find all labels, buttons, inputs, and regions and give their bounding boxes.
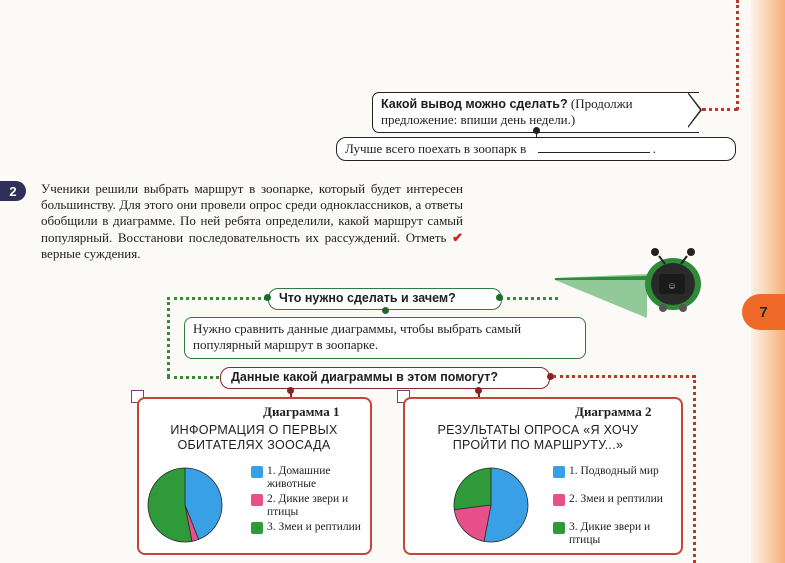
- connector-node: [382, 307, 389, 314]
- pie-slice-3: [454, 468, 491, 510]
- robot-mascot-icon: [555, 240, 705, 318]
- legend-swatch: [251, 522, 263, 534]
- svg-text:☺: ☺: [668, 282, 676, 293]
- conclusion-question-bold: Какой вывод можно сделать?: [381, 97, 568, 111]
- weekday-blank[interactable]: [538, 141, 650, 153]
- legend-swatch: [251, 466, 263, 478]
- diagram2-subtitle: РЕЗУЛЬТАТЫ ОПРОСА «Я ХОЧУ ПРОЙТИ ПО МАРШРУТУ...»: [437, 423, 639, 452]
- diagram2-pie-chart: [451, 465, 531, 545]
- task-number: 2: [0, 181, 26, 201]
- question1-text: Что нужно сделать и зачем?: [279, 291, 456, 305]
- diagram1-panel: [137, 397, 372, 555]
- diagram1-title: Диаграмма 1: [263, 404, 340, 419]
- legend-swatch: [251, 494, 263, 506]
- connector-line: [702, 108, 738, 111]
- answer1-box: [184, 317, 586, 359]
- connector-line: [553, 375, 695, 378]
- legend-label: 2. Дикие звери и птицы: [267, 493, 349, 518]
- answer1-text: Нужно сравнить данные диаграммы, чтобы выбрать самый популярный маршрут в зоопарке.: [193, 321, 522, 352]
- connector-line: [500, 297, 558, 300]
- conclusion-answer-text: Лучше всего поехать в зоопарк в: [345, 141, 527, 156]
- pie-slice-2: [454, 505, 491, 541]
- page-edge: [751, 0, 785, 563]
- diagram1-pie-chart: [145, 465, 225, 545]
- conclusion-question-normal: (Продолжи предложение: впиши день недели.): [381, 96, 633, 127]
- task-text: [41, 181, 463, 262]
- legend-swatch: [553, 522, 565, 534]
- task-text-end: верные суждения.: [41, 245, 141, 261]
- task-text-main: Ученики решили выбрать маршрут в зоопарке, который будет интересен большинству. Для этого они провели опрос среди одноклассников, а ответы обобщили в диаграмме. По ней ребята определили, какой маршрут самый популярный. Восстанови последовательность их рассуждений. Отметь: [41, 181, 463, 245]
- connector-line: [167, 376, 219, 379]
- page-number-badge: [742, 294, 785, 330]
- connector-line: [736, 0, 739, 110]
- connector-node: [264, 294, 271, 301]
- page-number: 7: [759, 303, 768, 321]
- diagram2-title: Диаграмма 2: [575, 404, 652, 419]
- checkmark-icon: ✔: [452, 229, 464, 245]
- legend-label: 3. Змеи и рептилии: [267, 521, 361, 533]
- connector-line: [167, 297, 267, 300]
- arrow-tip: [688, 94, 700, 126]
- connector-node: [496, 294, 503, 301]
- legend-label: 1. Домашние животные: [267, 465, 331, 490]
- connector-line: [693, 375, 696, 563]
- diagram1-subtitle: ИНФОРМАЦИЯ О ПЕРВЫХ ОБИТАТЕЛЯХ ЗООСАДА: [170, 423, 338, 452]
- legend-label: 1. Подводный мир: [569, 465, 659, 477]
- pie-slice-3: [148, 468, 192, 542]
- legend-swatch: [553, 466, 565, 478]
- legend-swatch: [553, 494, 565, 506]
- diagram2-panel: [403, 397, 683, 555]
- legend-label: 2. Змеи и рептилии: [569, 493, 663, 505]
- legend-label: 3. Дикие звери и птицы: [569, 521, 651, 546]
- conclusion-answer-box: Лучше всего поехать в зоопарк в .: [336, 137, 736, 161]
- connector-line: [167, 297, 170, 377]
- question2-box: [220, 367, 550, 389]
- question2-text: Данные какой диаграммы в этом помогут?: [231, 370, 499, 384]
